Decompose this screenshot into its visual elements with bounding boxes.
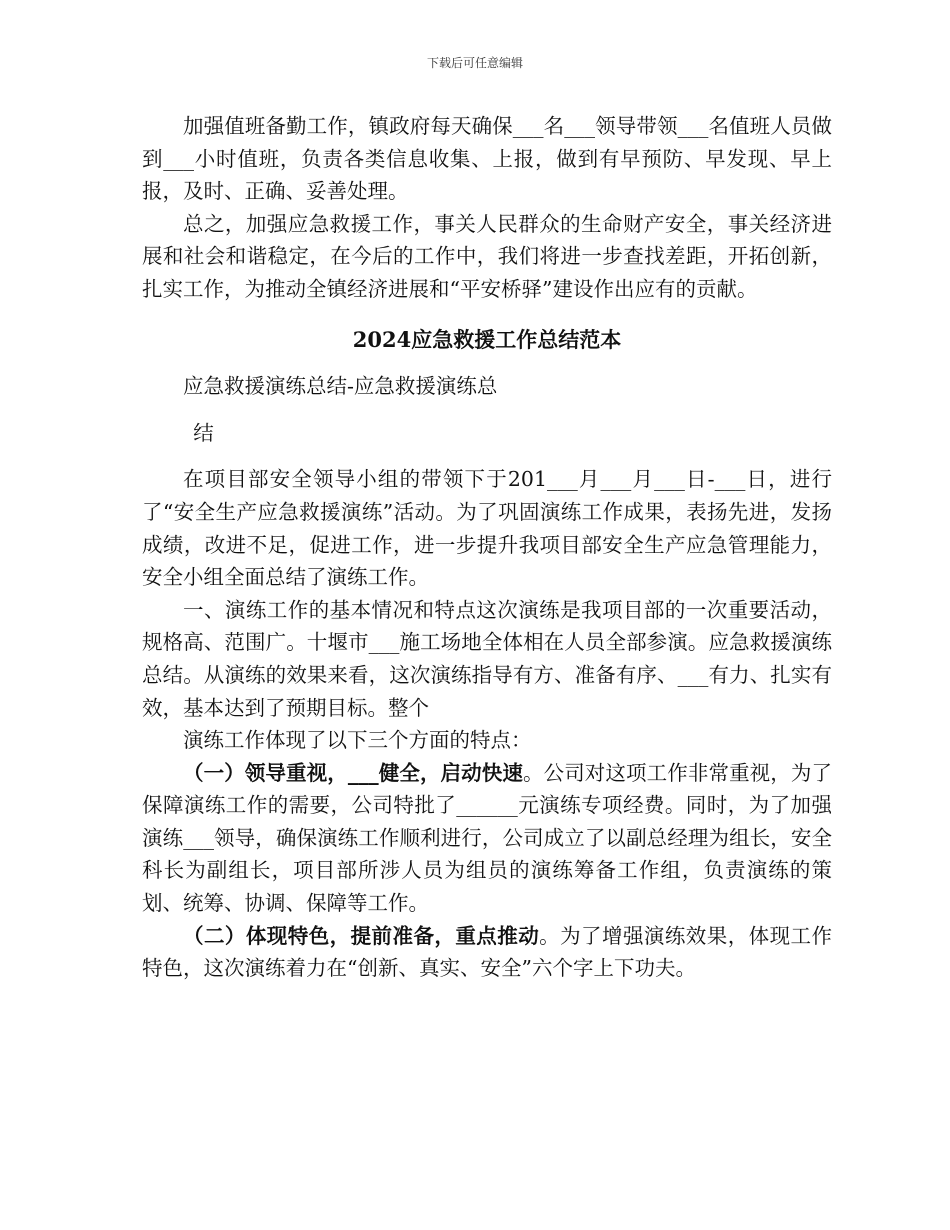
paragraph-duty: 加强值班备勤工作，镇政府每天确保___名___领导带领___名值班人员做到___小时值班，负责各类信息收集、上报，做到有早预防、早发现、早上报，及时、正确、妥善处理。 [142, 114, 832, 204]
feature-2-heading: （二）体现特色，提前准备，重点推动 [183, 923, 540, 948]
document-body [142, 110, 832, 985]
feature-1-heading: （一）领导重视，___健全，启动快速 [183, 760, 523, 785]
paragraph-conclusion: 总之，加强应急救援工作，事关人民群众的生命财产安全，事关经济进展和社会和谐稳定，在今后的工作中，我们将进一步查找差距，开拓创新，扎实工作，为推动全镇经济进展和“平安桥驿”建设作出应有的贡献。 [142, 211, 832, 301]
paragraph-feature-2 [142, 920, 832, 985]
header-note: 下载后可任意编辑 [426, 56, 523, 70]
document-title: 2024应急救援工作总结范本 [352, 326, 622, 352]
paragraph-overview: 一、演练工作的基本情况和特点这次演练是我项目部的一次重要活动，规格高、范围广。十堰市___施工场地全体相在人员全部参演。应急救援演练总结。从演练的效果来看，这次演练指导有方、准备有序、___有力、扎实有效，基本达到了预期目标。整个 [142, 597, 832, 720]
paragraph-intro: 在项目部安全领导小组的带领下于201___月___月___日-___日，进行了“安全生产应急救援演练”活动。为了巩固演练工作成果，表扬先进，发扬成绩，改进不足，促进工作，进一步提升我项目部安全生产应急管理能力，安全小组全面总结了演练工作。 [142, 467, 832, 590]
feature-2-text: 。为了增强演练效果，体现工作特色，这次演练着力在“创新、真实、安全”六个字上下功夫。 [142, 923, 833, 981]
paragraph-features-intro: 演练工作体现了以下三个方面的特点： [183, 728, 532, 753]
subtitle-line-1: 应急救援演练总结-应急救援演练总 [183, 374, 498, 399]
feature-1-text: 。公司对这项工作非常重视，为了保障演练工作的需要，公司特批了______元演练专项经费。同时，为了加强演练___领导，确保演练工作顺利进行，公司成立了以副总经理为组长，安全科长为副组长，项目部所涉人员为组员的演练筹备工作组，负责演练的策划、统筹、协调、保障等工作。 [142, 760, 833, 916]
paragraph-feature-1 [142, 757, 832, 920]
subtitle-line-2: 结 [193, 420, 214, 445]
